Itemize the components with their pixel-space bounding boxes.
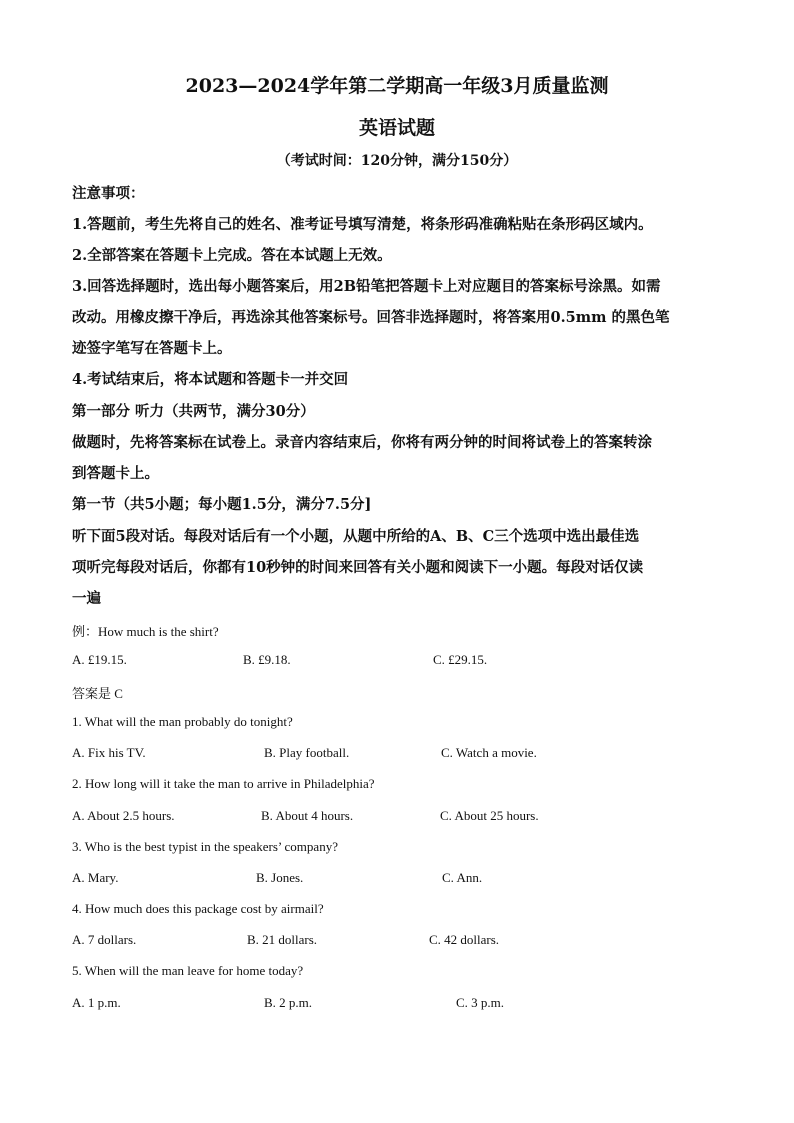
part1-heading: 第一部分 听力（共两节，满分30分）: [72, 403, 315, 420]
question-2-option-c: C. About 25 hours.: [440, 808, 539, 823]
question-2-option-b: B. About 4 hours.: [261, 808, 354, 823]
notice-item-4: 4.考试结束后，将本试题和答题卡一并交回: [72, 371, 349, 388]
question-4: 4. How much does this package cost by airmail?: [72, 901, 324, 916]
notice-item-3-line-1: 3.回答选择题时，选出每小题答案后，用2B铅笔把答题卡上对应题目的答案标号涂黑。如需: [72, 278, 661, 295]
question-5-option-a: A. 1 p.m.: [72, 995, 121, 1010]
question-3-option-c: C. Ann.: [442, 870, 483, 885]
part1-intro-line-2: 到答题卡上。: [72, 465, 159, 482]
question-5: 5. When will the man leave for home today?: [72, 963, 304, 978]
question-1: 1. What will the man probably do tonight?: [72, 714, 293, 729]
example-option-a: A. £19.15.: [72, 652, 127, 667]
question-1-option-c: C. Watch a movie.: [441, 745, 537, 760]
example-answer: 答案是 C: [72, 686, 123, 701]
notice-item-3-line-3: 迹签字笔写在答题卡上。: [72, 340, 232, 357]
subject-title: 英语试题: [358, 117, 435, 139]
question-5-option-b: B. 2 p.m.: [264, 995, 313, 1010]
question-2: 2. How long will it take the man to arrive in Philadelphia?: [72, 776, 375, 791]
exam-title: 2023—2024学年第二学期高一年级3月质量监测: [185, 75, 609, 97]
question-4-option-b: B. 21 dollars.: [247, 932, 318, 947]
question-4-option-c: C. 42 dollars.: [429, 932, 500, 947]
example-option-b: B. £9.18.: [243, 652, 291, 667]
example-option-c: C. £29.15.: [433, 652, 488, 667]
notice-item-1: 1.答题前，考生先将自己的姓名、准考证号填写清楚，将条形码准确粘贴在条形码区域内。: [72, 216, 653, 233]
notice-item-3-line-2: 改动。用橡皮擦干净后，再选涂其他答案标号。回答非选择题时，将答案用0.5mm 的黑色笔: [72, 309, 670, 326]
notice-item-2: 2.全部答案在答题卡上完成。答在本试题上无效。: [72, 247, 392, 264]
section1-instructions-line-1: 听下面5段对话。每段对话后有一个小题，从题中所给的A、B、C三个选项中选出最佳选: [72, 528, 640, 545]
part1-intro-line-1: 做题时，先将答案标在试卷上。录音内容结束后，你将有两分钟的时间将试卷上的答案转涂: [72, 434, 652, 451]
notice-heading: 注意事项：: [72, 185, 145, 202]
section1-instructions-line-2: 项听完每段对话后，你都有10秒钟的时间来回答有关小题和阅读下一小题。每段对话仅读: [72, 559, 644, 576]
section1-instructions-line-3: 一遍: [72, 590, 101, 607]
question-1-option-b: B. Play football.: [264, 745, 350, 760]
exam-time-note: （考试时间：120分钟，满分150分）: [276, 153, 518, 169]
question-1-option-a: A. Fix his TV.: [72, 745, 146, 760]
question-5-option-c: C. 3 p.m.: [456, 995, 505, 1010]
question-3-option-a: A. Mary.: [72, 870, 119, 885]
section1-heading: 第一节（共5小题；每小题1.5分，满分7.5分]: [72, 496, 372, 513]
example-question: 例：How much is the shirt?: [72, 624, 219, 639]
question-4-option-a: A. 7 dollars.: [72, 932, 137, 947]
question-2-option-a: A. About 2.5 hours.: [72, 808, 175, 823]
question-3-option-b: B. Jones.: [256, 870, 304, 885]
question-3: 3. Who is the best typist in the speakers’ company?: [72, 839, 338, 854]
